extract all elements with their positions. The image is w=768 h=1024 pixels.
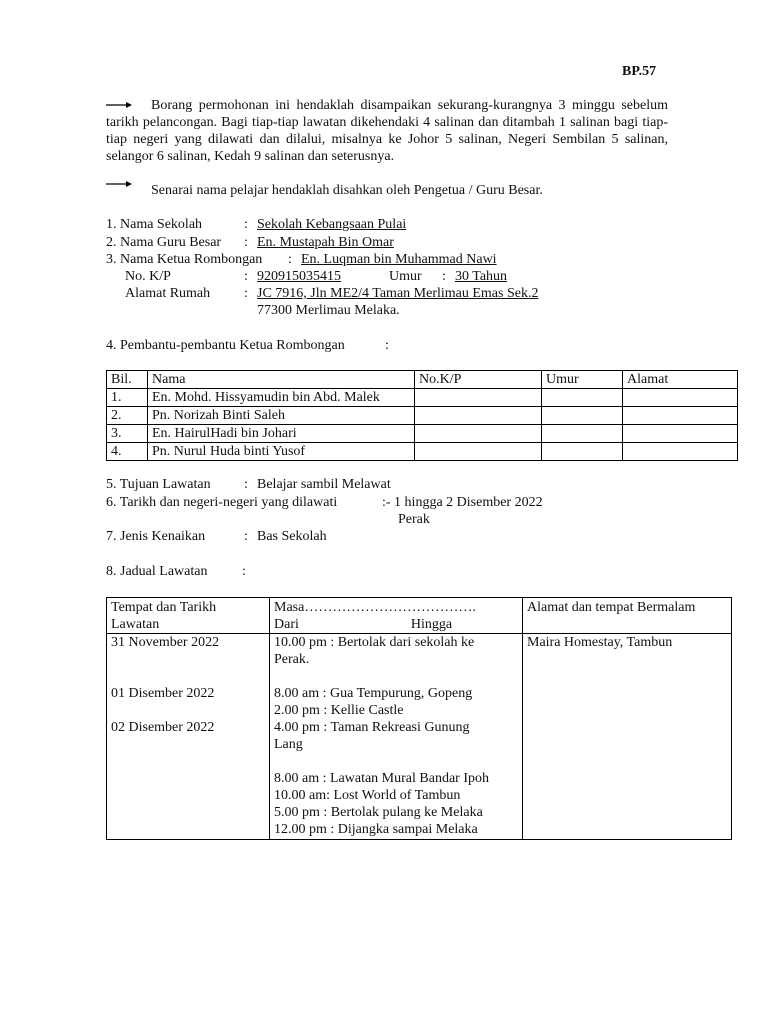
colon: :: [244, 286, 248, 301]
arrow-right-icon: [106, 179, 132, 189]
row-bil: 4.: [107, 443, 148, 461]
row-alamat: [623, 407, 738, 425]
schedule-time: 8.00 am : Lawatan Mural Bandar Ipoh: [274, 771, 489, 786]
assistants-table: [106, 370, 738, 461]
age-value: 30 Tahun: [455, 269, 508, 284]
schedule-date: 31 November 2022: [111, 635, 220, 650]
vehicle-label: 7. Jenis Kenaikan: [106, 529, 206, 544]
row-alamat: [623, 389, 738, 407]
schedule-time: 4.00 pm : Taman Rekreasi Gunung: [274, 720, 470, 735]
schedule-label: 8. Jadual Lawatan: [106, 564, 208, 579]
colon: :: [442, 269, 446, 284]
schedule-time: 10.00 am: Lost World of Tambun: [274, 788, 461, 803]
headmaster-label: 2. Nama Guru Besar: [106, 235, 222, 250]
header-from: Dari: [274, 617, 299, 632]
leader-label: 3. Nama Ketua Rombongan: [106, 252, 263, 267]
header-umur: Umur: [542, 371, 623, 389]
schedule-date: 01 Disember 2022: [111, 686, 215, 701]
address-label: Alamat Rumah: [125, 286, 211, 301]
age-label: Umur: [389, 269, 422, 284]
header-line: Tempat dan Tarikh: [111, 600, 217, 615]
dates-state: Perak: [398, 512, 430, 527]
schedule-time: Lang: [274, 737, 303, 752]
row-nama: Pn. Norizah Binti Saleh: [148, 407, 415, 425]
row-umur: [542, 443, 623, 461]
row-nama: En. Mohd. Hissyamudin bin Abd. Malek: [148, 389, 415, 407]
schedule-time: 8.00 am : Gua Tempurung, Gopeng: [274, 686, 473, 701]
dates-label: 6. Tarikh dan negeri-negeri yang dilawati: [106, 495, 338, 510]
kp-label: No. K/P: [125, 269, 171, 284]
colon: :: [244, 235, 248, 250]
colon: :: [242, 564, 246, 579]
row-alamat: [623, 443, 738, 461]
schedule-row: [107, 634, 732, 840]
colon: :: [244, 477, 248, 492]
row-kp: [415, 443, 542, 461]
address-line-1: JC 7916, Jln ME2/4 Taman Merlimau Emas Sek.2: [257, 286, 539, 301]
address-line-2: 77300 Merlimau Melaka.: [257, 303, 400, 318]
school-label: 1. Nama Sekolah: [106, 217, 203, 232]
schedule-lodging: Maira Homestay, Tambun: [523, 634, 732, 840]
header-place-date: [107, 598, 270, 634]
row-umur: [542, 389, 623, 407]
header-bil: Bil.: [107, 371, 148, 389]
leader-value: En. Luqman bin Muhammad Nawi: [301, 252, 497, 267]
table-header-row: [107, 371, 738, 389]
row-kp: [415, 425, 542, 443]
header-time: [270, 598, 523, 634]
schedule-time: 2.00 pm : Kellie Castle: [274, 703, 404, 718]
schedule-date: 02 Disember 2022: [111, 720, 215, 735]
schedule-dates: [107, 634, 270, 840]
header-line: Lawatan: [111, 617, 160, 632]
note-submission: Borang permohonan ini hendaklah disampaikan sekurang-kurangnya 3 minggu sebelum tarikh pelancongan. Bagi tiap-tiap lawatan dikehendaki 4 salinan dan ditambah 1 salinan bagi tiap-tiap negeri yang dilawati dan dilalui, misalnya ke Johor 5 salinan, Negeri Sembilan 5 salinan, selangor 6 salinan, Kedah 9 salinan dan seterusnya.: [106, 98, 668, 164]
header-from-to: [274, 616, 518, 633]
schedule-time: 12.00 pm : Dijangka sampai Melaka: [274, 822, 478, 837]
row-alamat: [623, 425, 738, 443]
header-lodging: Alamat dan tempat Bermalam: [523, 598, 732, 634]
assistants-label: 4. Pembantu-pembantu Ketua Rombongan: [106, 338, 345, 353]
row-bil: 2.: [107, 407, 148, 425]
row-kp: [415, 407, 542, 425]
colon: :: [244, 269, 248, 284]
header-line: Masa……………………………….: [274, 600, 476, 615]
colon: :: [244, 529, 248, 544]
header-kp: No.K/P: [415, 371, 542, 389]
school-value: Sekolah Kebangsaan Pulai: [257, 217, 407, 232]
colon: :: [288, 252, 292, 267]
schedule-table: [106, 597, 732, 840]
row-bil: 1.: [107, 389, 148, 407]
colon: :: [385, 338, 389, 353]
vehicle-value: Bas Sekolah: [257, 529, 327, 544]
row-nama: Pn. Nurul Huda binti Yusof: [148, 443, 415, 461]
table-row: [107, 389, 738, 407]
headmaster-value: En. Mustapah Bin Omar: [257, 235, 394, 250]
row-nama: En. HairulHadi bin Johari: [148, 425, 415, 443]
table-row: [107, 443, 738, 461]
header-nama: Nama: [148, 371, 415, 389]
note-verification: Senarai nama pelajar hendaklah disahkan oleh Pengetua / Guru Besar.: [151, 183, 543, 198]
colon: :: [244, 217, 248, 232]
schedule-time: 10.00 pm : Bertolak dari sekolah ke: [274, 635, 475, 650]
table-row: [107, 407, 738, 425]
header-to: Hingga: [410, 617, 453, 632]
schedule-header-row: [107, 598, 732, 634]
table-row: [107, 425, 738, 443]
schedule-time: 5.00 pm : Bertolak pulang ke Melaka: [274, 805, 483, 820]
purpose-value: Belajar sambil Melawat: [257, 477, 391, 492]
schedule-time: Perak.: [274, 652, 310, 667]
kp-value: 920915035415: [257, 269, 341, 284]
form-code: BP.57: [622, 64, 657, 79]
schedule-times: [270, 634, 523, 840]
purpose-label: 5. Tujuan Lawatan: [106, 477, 211, 492]
row-bil: 3.: [107, 425, 148, 443]
row-umur: [542, 425, 623, 443]
dates-value: :- 1 hingga 2 Disember 2022: [382, 495, 543, 510]
header-alamat: Alamat: [623, 371, 738, 389]
row-kp: [415, 389, 542, 407]
row-umur: [542, 407, 623, 425]
